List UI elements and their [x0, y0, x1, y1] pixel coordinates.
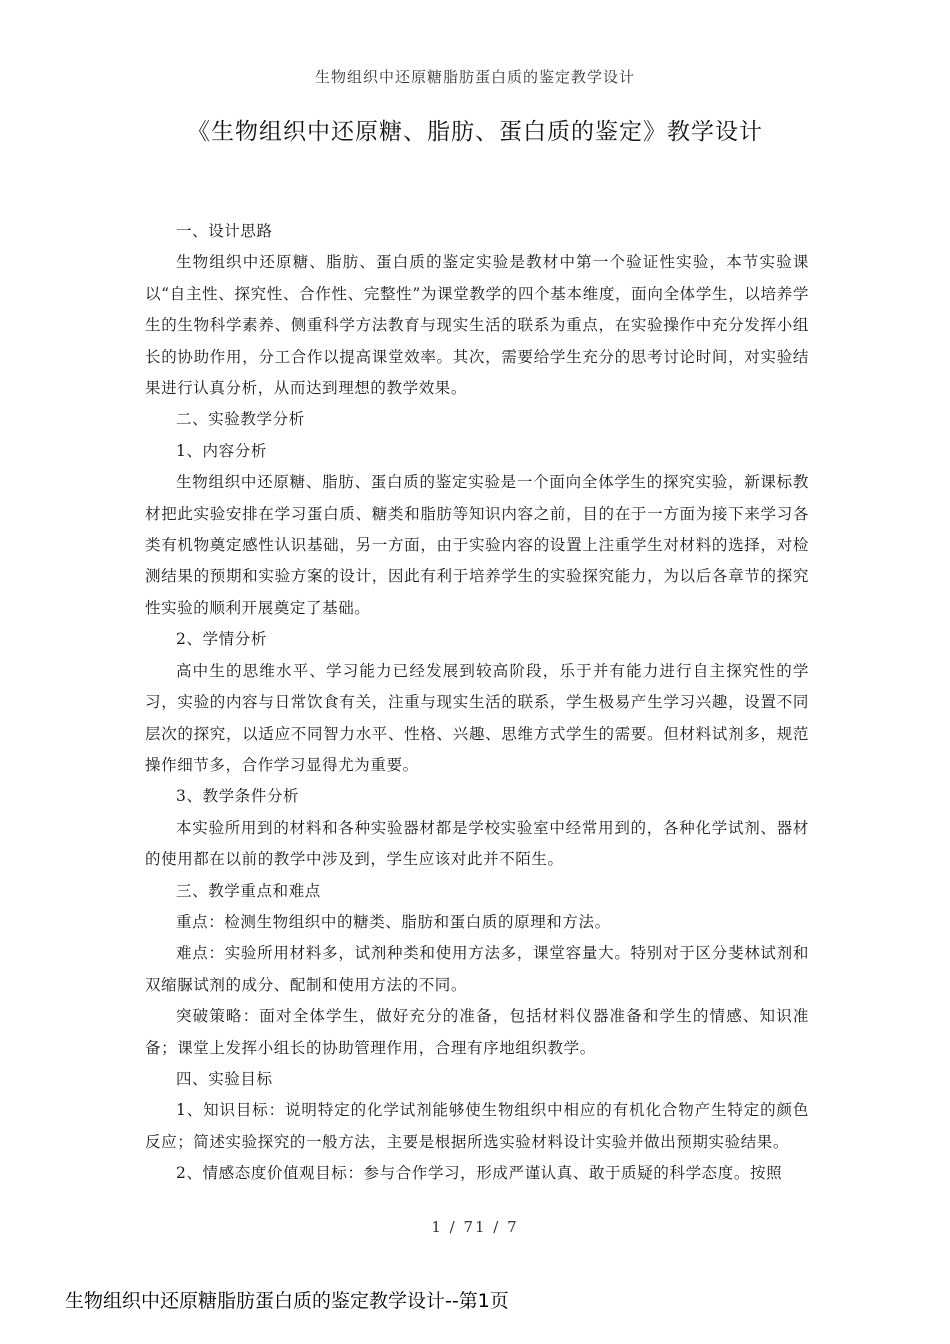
subheading-student-analysis: 2、学情分析 — [176, 630, 267, 649]
section-heading-design-idea: 一、设计思路 — [176, 222, 273, 240]
paragraph-attitude-objective: 2、情感态度价值观目标：参与合作学习，形成严谨认真、敢于质疑的科学态度。按照 — [176, 1164, 783, 1183]
paragraph-student-analysis: 高中生的思维水平、学习能力已经发展到较高阶段，乐于并有能力进行自主探究性的学习，实验的内容与日常饮食有关，注重与现实生活的联系，学生极易产生学习兴趣，设置不同层次的探究，以适应不同智力水平、性格、兴趣、思维方式学生的需要。但材料试剂多，规范操作细节多，合作学习显得尤为重要。 — [145, 661, 809, 774]
subheading-conditions-analysis: 3、教学条件分析 — [176, 787, 300, 806]
section-heading-objectives: 四、实验目标 — [176, 1069, 273, 1088]
section-heading-analysis: 二、实验教学分析 — [176, 410, 305, 429]
paragraph-strategy: 突破策略：面对全体学生，做好充分的准备，包括材料仪器准备和学生的情感、知识准备；课堂上发挥小组长的协助管理作用，合理有序地组织教学。 — [145, 1007, 809, 1057]
document-title: 《生物组织中还原糖、脂肪、蛋白质的鉴定》教学设计 — [187, 119, 763, 145]
paragraph-design-idea: 生物组织中还原糖、脂肪、蛋白质的鉴定实验是教材中第一个验证性实验，本节实验课以“自主性、探究性、合作性、完整性”为课堂教学的四个基本维度，面向全体学生，以培养学生的生物科学素养、侧重科学方法教育与现实生活的联系为重点，在实验操作中充分发挥小组长的协助作用，分工合作以提高课堂效率。其次，需要给学生充分的思考讨论时间，对实验结果进行认真分析，从而达到理想的教学效果。 — [145, 253, 809, 398]
paragraph-difficulty: 难点：实验所用材料多，试剂种类和使用方法多，课堂容量大。特别对于区分斐林试剂和双缩脲试剂的成分、配制和使用方法的不同。 — [145, 944, 809, 994]
page-number: 1 / 71 / 7 — [431, 1218, 519, 1236]
paragraph-knowledge-objective: 1、知识目标：说明特定的化学试剂能够使生物组织中相应的有机化合物产生特定的颜色反应；简述实验探究的一般方法，主要是根据所选实验材料设计实验并做出预期实验结果。 — [145, 1101, 809, 1151]
footer-caption: 生物组织中还原糖脂肪蛋白质的鉴定教学设计--第1页 — [65, 1290, 509, 1312]
subheading-content-analysis: 1、内容分析 — [176, 441, 267, 460]
paragraph-key-point: 重点：检测生物组织中的糖类、脂肪和蛋白质的原理和方法。 — [176, 912, 611, 931]
document-body — [145, 216, 809, 1190]
section-heading-key-points: 三、教学重点和难点 — [176, 881, 321, 900]
paragraph-conditions-analysis: 本实验所用到的材料和各种实验器材都是学校实验室中经常用到的，各种化学试剂、器材的使用都在以前的教学中涉及到，学生应该对此并不陌生。 — [145, 818, 809, 869]
running-header: 生物组织中还原糖脂肪蛋白质的鉴定教学设计 — [314, 68, 635, 86]
paragraph-content-analysis: 生物组织中还原糖、脂肪、蛋白质的鉴定实验是一个面向全体学生的探究实验，新课标教材把此实验安排在学习蛋白质、糖类和脂肪等知识内容之前，目的在于一方面为接下来学习各类有机物奠定感性认识基础，另一方面，由于实验内容的设置上注重学生对材料的选择，对检测结果的预期和实验方案的设计，因此有利于培养学生的实验探究能力，为以后各章节的探究性实验的顺利开展奠定了基础。 — [145, 473, 809, 617]
